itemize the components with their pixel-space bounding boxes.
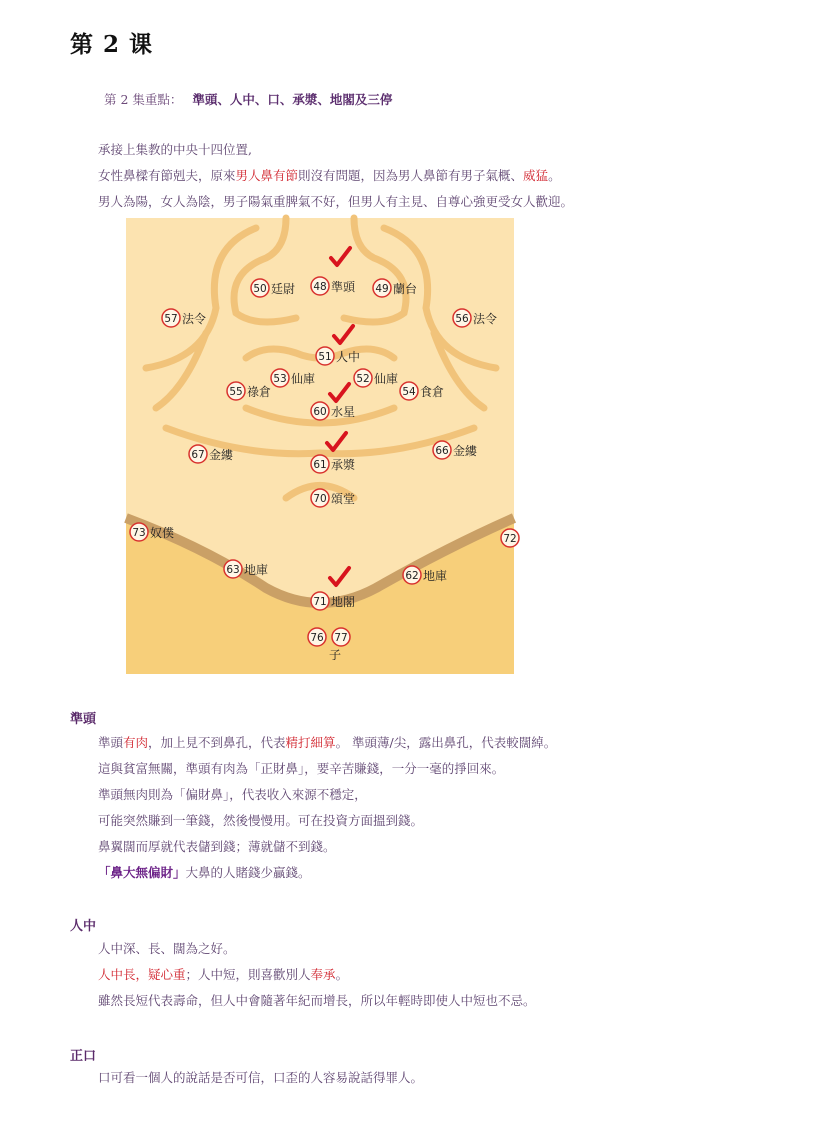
marker-72 — [501, 529, 519, 547]
marker-label: 水星 — [331, 405, 356, 419]
zhuntou-line-6 — [98, 860, 556, 886]
body-text: ；人中短，則喜歡別人 — [185, 967, 311, 982]
marker-label: 法令 — [473, 312, 498, 326]
marker-60 — [311, 402, 355, 420]
marker-number: 62 — [405, 570, 419, 582]
marker-number: 49 — [375, 283, 389, 295]
renzhong-section — [98, 936, 536, 1014]
zhuntou-line-3: 準頭無肉則為「偏財鼻」，代表收入來源不穩定， — [98, 787, 367, 802]
marker-48 — [311, 277, 356, 295]
marker-57 — [162, 309, 206, 327]
highlight-text: 人中長， — [98, 967, 149, 982]
marker-label: 頌堂 — [331, 492, 356, 506]
highlight-text: 有肉 — [123, 735, 149, 750]
marker-number: 52 — [356, 373, 370, 385]
section-heading-zhuntou: 準頭 — [70, 712, 97, 727]
marker-number: 77 — [334, 632, 348, 644]
marker-number: 73 — [132, 527, 146, 539]
marker-number: 55 — [229, 386, 243, 398]
body-text: 大鼻的人賭錢少贏錢。 — [185, 865, 311, 880]
marker-49 — [373, 279, 417, 297]
marker-number: 72 — [503, 533, 517, 545]
marker-label: 祿倉 — [247, 385, 272, 399]
proverb-text: 「鼻大無偏財」 — [98, 865, 186, 880]
marker-55 — [227, 382, 271, 400]
lesson-focus — [104, 90, 392, 108]
section-heading-zhengkou: 正口 — [70, 1049, 97, 1064]
marker-76 — [308, 628, 326, 646]
marker-52 — [354, 369, 398, 387]
marker-71 — [311, 592, 355, 610]
body-text: ，加上見不到鼻孔，代表 — [148, 735, 286, 750]
marker-number: 51 — [318, 351, 332, 363]
marker-label: 金縷 — [209, 448, 234, 462]
body-text: 。 — [335, 967, 349, 982]
highlight-text: 疑心重 — [148, 967, 186, 982]
marker-label: 地庫 — [423, 569, 448, 583]
zhuntou-section — [98, 730, 556, 886]
highlight-text: 精打細算 — [285, 735, 336, 750]
marker-label: 仙庫 — [291, 372, 316, 386]
highlight-text: 奉承 — [310, 967, 336, 982]
lesson-title: 第 2 课 — [70, 31, 154, 58]
face-reading-diagram — [126, 218, 517, 674]
marker-number: 63 — [226, 564, 240, 576]
marker-label: 廷尉 — [271, 282, 296, 296]
marker-61 — [311, 455, 355, 473]
marker-label: 蘭台 — [393, 282, 418, 296]
renzhong-line-2 — [98, 962, 536, 988]
marker-67 — [189, 445, 233, 463]
marker-label: 法令 — [182, 312, 207, 326]
section-heading-renzhong: 人中 — [70, 919, 97, 934]
renzhong-line-1: 人中深、長、闊為之好。 — [98, 941, 236, 956]
marker-51 — [316, 347, 360, 365]
marker-number: 76 — [310, 632, 324, 644]
marker-label: 金縷 — [453, 444, 478, 458]
marker-label: 地庫 — [244, 563, 269, 577]
marker-50 — [251, 279, 295, 297]
zhengkou-line-1: 口可看一個人的說話是否可信，口歪的人容易說話得罪人。 — [98, 1070, 424, 1085]
zhuntou-line-1 — [98, 730, 556, 756]
marker-number: 48 — [313, 281, 327, 293]
zhengkou-section — [98, 1065, 423, 1091]
zhuntou-line-4: 可能突然賺到一筆錢，然後慢慢用。可在投資方面搵到錢。 — [98, 813, 424, 828]
marker-62 — [403, 566, 447, 584]
renzhong-line-3: 雖然長短代表壽命，但人中會隨著年紀而增長，所以年輕時即使人中短也不忌。 — [98, 993, 536, 1008]
zhuntou-line-5: 鼻翼闊而厚就代表儲到錢；薄就儲不到錢。 — [98, 839, 336, 854]
marker-63 — [224, 560, 268, 578]
intro-paragraph — [98, 137, 573, 215]
marker-number: 60 — [313, 406, 327, 418]
marker-number: 50 — [253, 283, 267, 295]
marker-66 — [433, 441, 477, 459]
highlight-text: 威猛 — [523, 168, 549, 183]
marker-73 — [130, 523, 174, 541]
intro-text: 則沒有問題，因為男人鼻節有男子氣概、 — [298, 168, 524, 183]
marker-number: 53 — [273, 373, 287, 385]
marker-56 — [453, 309, 497, 327]
intro-text: 女性鼻樑有節剋夫，原來 — [98, 168, 236, 183]
face-diagram-svg — [126, 218, 517, 674]
intro-line-2 — [98, 163, 573, 189]
marker-70 — [311, 489, 355, 507]
intro-line-3: 男人為陽，女人為陰，男子陽氣重脾氣不好，但男人有主見、自尊心強更受女人歡迎。 — [98, 194, 574, 209]
marker-label: 人中 — [336, 350, 361, 364]
marker-number: 71 — [313, 596, 327, 608]
marker-label: 承漿 — [331, 458, 356, 472]
marker-number: 61 — [313, 459, 327, 471]
marker-number: 67 — [191, 449, 205, 461]
marker-number: 56 — [455, 313, 469, 325]
marker-label: 食倉 — [420, 385, 445, 399]
highlight-text: 男人鼻有節 — [235, 168, 299, 183]
marker-label: 準頭 — [331, 280, 356, 294]
marker-number: 57 — [164, 313, 178, 325]
body-text: 準頭 — [98, 735, 124, 750]
bottom-character: 子 — [329, 648, 342, 662]
marker-number: 70 — [313, 493, 327, 505]
marker-77 — [332, 628, 350, 646]
marker-number: 66 — [435, 445, 449, 457]
body-text: 。 準頭薄/尖，露出鼻孔，代表較闊綽。 — [335, 735, 557, 750]
marker-label: 地閣 — [331, 595, 356, 609]
marker-label: 奴僕 — [150, 526, 175, 540]
focus-topics: 準頭、人中、口、承漿、地閣及三停 — [192, 92, 393, 107]
intro-text: 。 — [548, 168, 561, 183]
intro-line-1: 承接上集教的中央十四位置, — [98, 142, 252, 157]
marker-53 — [271, 369, 315, 387]
marker-label: 仙庫 — [374, 372, 399, 386]
zhuntou-line-2: 這與貧富無關，準頭有肉為「正財鼻」，要辛苦賺錢，一分一毫的掙回來。 — [98, 761, 505, 776]
focus-label: 第 2 集重點： — [104, 92, 183, 107]
marker-54 — [400, 382, 444, 400]
marker-number: 54 — [402, 386, 416, 398]
